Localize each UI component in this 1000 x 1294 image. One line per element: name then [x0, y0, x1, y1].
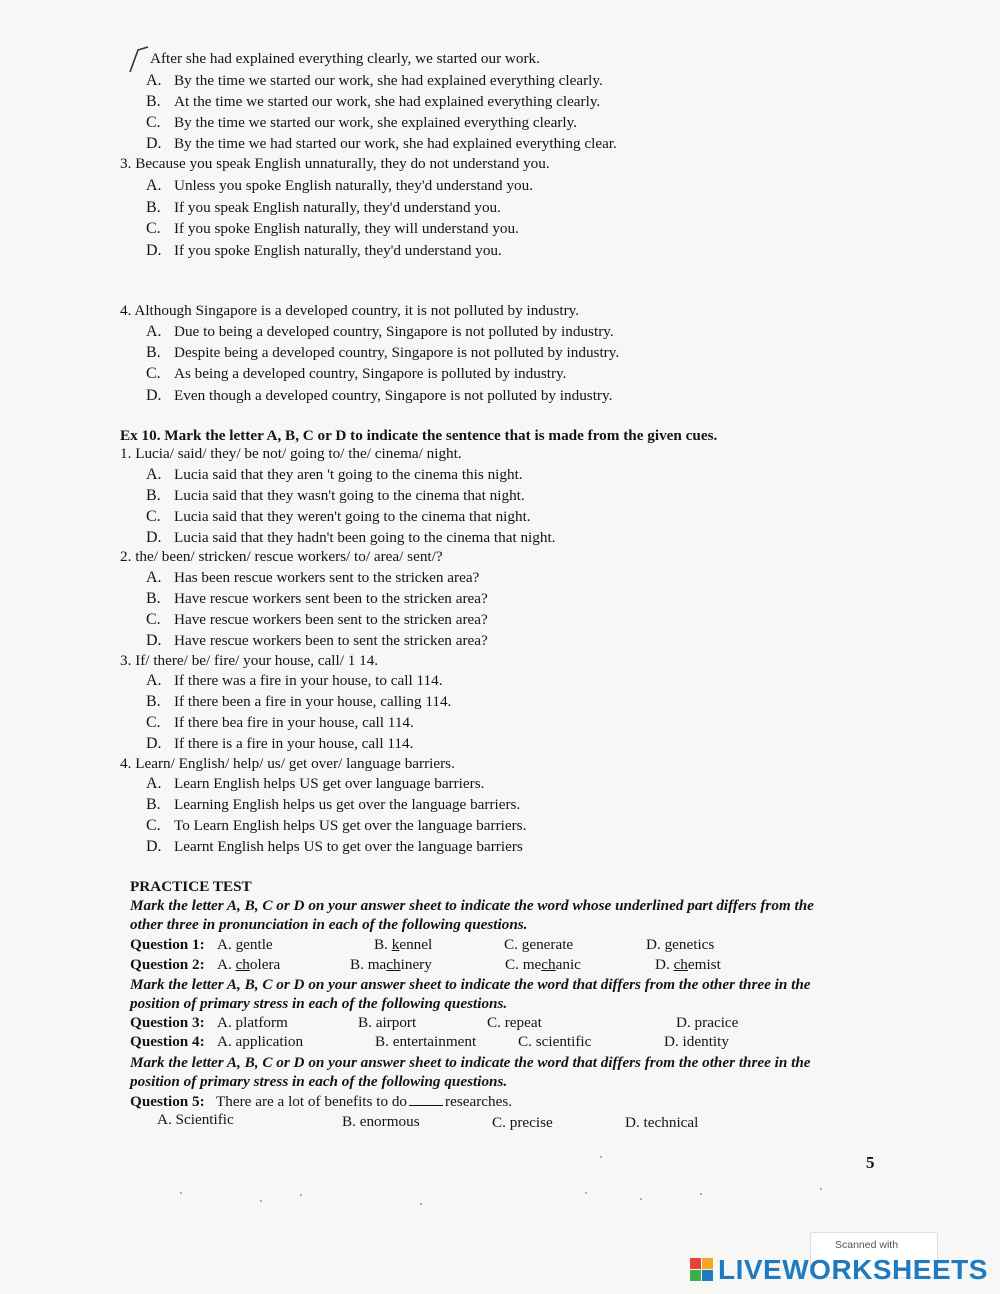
- answer-option: C. If there bea fire in your house, call 114.: [146, 714, 414, 731]
- liveworksheets-logo: [690, 1254, 990, 1288]
- answer-option: D. Have rescue workers been to sent the stricken area?: [146, 632, 488, 649]
- answer-option: C. To Learn English helps US get over the language barriers.: [146, 817, 527, 834]
- answer-option: D. Even though a developed country, Singapore is not polluted by industry.: [146, 387, 613, 404]
- answer-option: A. Lucia said that they aren 't going to the cinema this night.: [146, 466, 523, 483]
- answer-option: A. Scientific: [157, 1111, 234, 1128]
- answer-option: A. Due to being a developed country, Singapore is not polluted by industry.: [146, 323, 614, 340]
- answer-option: D. identity: [664, 1033, 729, 1050]
- answer-option: C. mechanic: [505, 956, 581, 973]
- answer-option: B. entertainment: [375, 1033, 477, 1050]
- answer-option: B. Have rescue workers sent been to the stricken area?: [146, 590, 488, 607]
- answer-option: B. kennel: [374, 936, 433, 953]
- answer-option: A. Learn English helps US get over language barriers.: [146, 775, 485, 792]
- logo-squares-icon: [690, 1258, 714, 1282]
- answer-option: A. Unless you spoke English naturally, they'd understand you.: [146, 177, 534, 194]
- answer-option: D. Learnt English helps US to get over the language barriers: [146, 838, 523, 855]
- answer-option: A. application: [217, 1033, 304, 1050]
- answer-blank: [409, 1093, 443, 1106]
- question-label: Question 5:: [130, 1093, 205, 1110]
- answer-option: C. scientific: [518, 1033, 592, 1050]
- answer-option: D. If there is a fire in your house, call 114.: [146, 735, 414, 752]
- instruction-text: position of primary stress in each of the following questions.: [130, 1073, 508, 1090]
- answer-option: A. platform: [217, 1014, 288, 1031]
- question-label: Question 1:: [130, 936, 205, 953]
- answer-option: B. Learning English helps us get over the language barriers.: [146, 796, 521, 813]
- answer-option: D. Lucia said that they hadn't been going to the cinema that night.: [146, 529, 556, 546]
- question-label: Question 2:: [130, 956, 205, 973]
- answer-option: C. By the time we started our work, she explained everything clearly.: [146, 114, 578, 131]
- answer-option: D. chemist: [655, 956, 721, 973]
- scan-speck: [180, 1192, 182, 1194]
- answer-option: A. cholera: [217, 956, 281, 973]
- scan-speck: [640, 1198, 642, 1200]
- logo-wordmark: LIVEWORKSHEETS: [718, 1254, 988, 1285]
- scan-speck: [600, 1156, 602, 1158]
- question-stem: 4. Learn/ English/ help/ us/ get over/ language barriers.: [120, 755, 455, 772]
- question-label: Question 4:: [130, 1033, 205, 1050]
- answer-option: B. airport: [358, 1014, 417, 1031]
- question-stem: 2. the/ been/ stricken/ rescue workers/ to/ area/ sent/?: [120, 548, 443, 565]
- scan-speck: [700, 1193, 702, 1195]
- instruction-text: other three in pronunciation in each of the following questions.: [130, 916, 528, 933]
- scan-speck: [585, 1192, 587, 1194]
- answer-option: C. precise: [492, 1114, 553, 1131]
- scan-speck: [820, 1188, 822, 1190]
- answer-option: C. If you spoke English naturally, they will understand you.: [146, 220, 519, 237]
- scanner-watermark-text: Scanned with: [835, 1239, 899, 1251]
- answer-option: B. Lucia said that they wasn't going to the cinema that night.: [146, 487, 525, 504]
- scan-speck: [300, 1194, 302, 1196]
- question-stem: 4. Although Singapore is a developed country, it is not polluted by industry.: [120, 302, 580, 319]
- scan-speck: [260, 1200, 262, 1202]
- answer-option: C. As being a developed country, Singapore is polluted by industry.: [146, 365, 567, 382]
- question-label: Question 3:: [130, 1014, 205, 1031]
- answer-option: C. generate: [504, 936, 574, 953]
- question-stem: 3. Because you speak English unnaturally, they do not understand you.: [120, 155, 550, 172]
- section-title: PRACTICE TEST: [130, 878, 252, 895]
- answer-option: D. By the time we had started our work, she had explained everything clear.: [146, 135, 617, 152]
- answer-option: A. If there was a fire in your house, to call 114.: [146, 672, 443, 689]
- answer-option: B. If there been a fire in your house, calling 114.: [146, 693, 452, 710]
- answer-option: D. pracice: [676, 1014, 739, 1031]
- answer-option: C. Lucia said that they weren't going to the cinema that night.: [146, 508, 531, 525]
- question-stem: 1. Lucia/ said/ they/ be not/ going to/ the/ cinema/ night.: [120, 445, 462, 462]
- scan-speck: [420, 1203, 422, 1205]
- question-stem: 3. If/ there/ be/ fire/ your house, call/ 1 14.: [120, 652, 379, 669]
- instruction-text: Mark the letter A, B, C or D on your answer sheet to indicate the word that differs from the other three in the: [130, 1054, 811, 1071]
- answer-option: D. genetics: [646, 936, 715, 953]
- answer-option: A. Has been rescue workers sent to the stricken area?: [146, 569, 480, 586]
- answer-option: B. If you speak English naturally, they'd understand you.: [146, 199, 501, 216]
- answer-option: B. Despite being a developed country, Singapore is not polluted by industry.: [146, 344, 620, 361]
- answer-option: A. By the time we started our work, she had explained everything clearly.: [146, 72, 603, 89]
- instruction-text: Mark the letter A, B, C or D on your answer sheet to indicate the word that differs from the other three in the: [130, 976, 811, 993]
- exercise-heading: Ex 10. Mark the letter A, B, C or D to indicate the sentence that is made from the given cues.: [120, 427, 718, 444]
- question-stem: There are a lot of benefits to do researches.: [216, 1093, 513, 1110]
- question-stem: After she had explained everything clearly, we started our work.: [150, 50, 540, 67]
- check-mark-icon: [128, 44, 152, 74]
- answer-option: B. machinery: [350, 956, 432, 973]
- answer-option: D. technical: [625, 1114, 699, 1131]
- instruction-text: position of primary stress in each of the following questions.: [130, 995, 508, 1012]
- answer-option: C. repeat: [487, 1014, 542, 1031]
- answer-option: C. Have rescue workers been sent to the stricken area?: [146, 611, 488, 628]
- answer-option: B. enormous: [342, 1113, 420, 1130]
- instruction-text: Mark the letter A, B, C or D on your answer sheet to indicate the word whose underlined part differs from the: [130, 897, 814, 914]
- page-number: 5: [866, 1153, 875, 1172]
- answer-option: B. At the time we started our work, she had explained everything clearly.: [146, 93, 601, 110]
- answer-option: A. gentle: [217, 936, 273, 953]
- answer-option: D. If you spoke English naturally, they'd understand you.: [146, 242, 502, 259]
